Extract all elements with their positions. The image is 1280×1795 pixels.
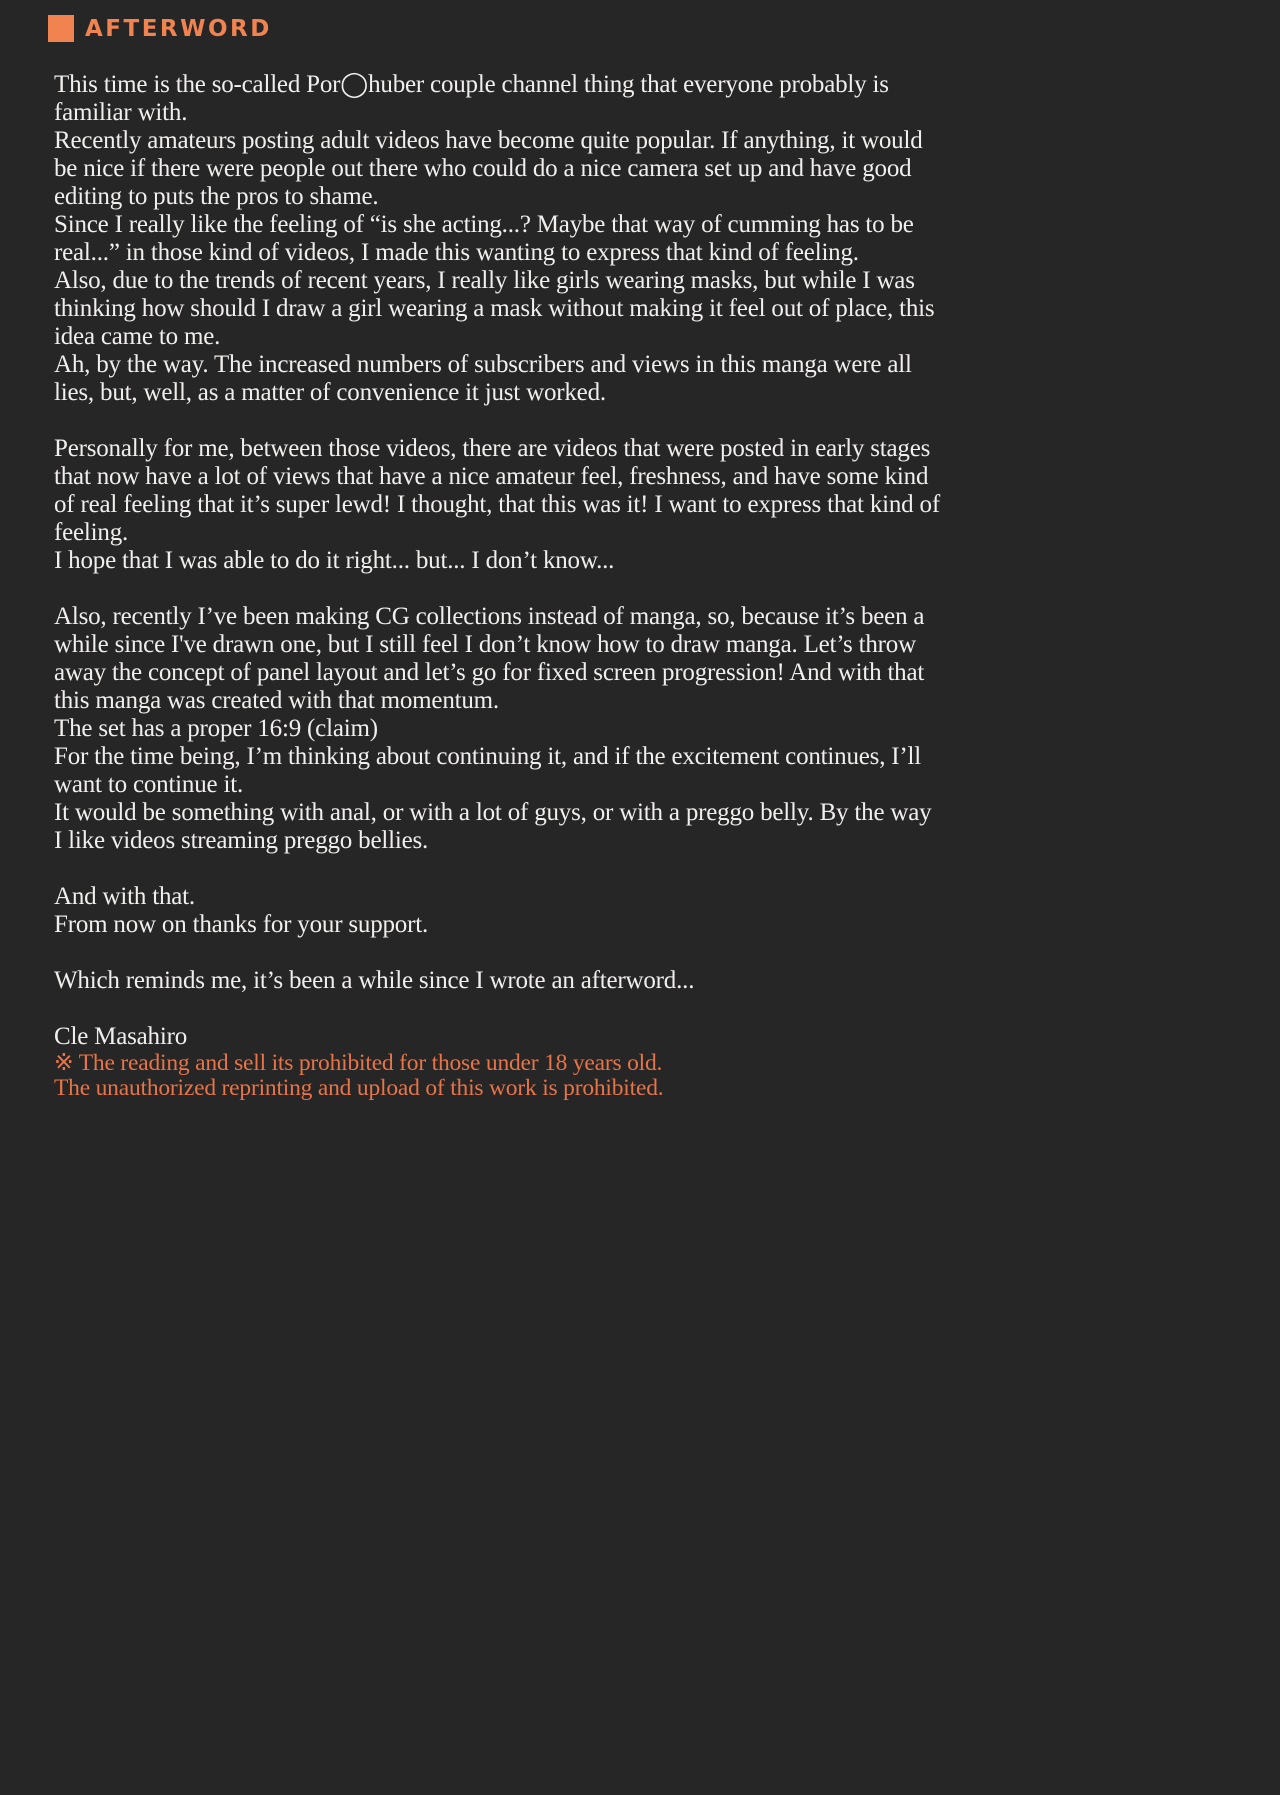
notice-line: The unauthorized reprinting and upload of this work is prohibited. [54,1075,664,1101]
text-line [54,995,940,1023]
age-restriction-notice [54,1051,940,1101]
text-line: editing to puts the pros to shame. [54,183,379,210]
text-line: of real feeling that it’s super lewd! I thought, that this was it! I want to express that kind of [54,491,940,518]
text-line: Cle Masahiro [54,1023,187,1050]
text-line: Recently amateurs posting adult videos have become quite popular. If anything, it would [54,127,923,154]
text-line: that now have a lot of views that have a nice amateur feel, freshness, and have some kind [54,463,929,490]
text-line: From now on thanks for your support. [54,911,429,938]
text-line: while since I've drawn one, but I still feel I don’t know how to draw manga. Let’s throw [54,631,916,658]
afterword-text [54,71,940,1051]
text-line: away the concept of panel layout and let’s go for fixed screen progression! And with that [54,659,925,686]
page-title: AFTERWORD [85,16,272,42]
text-line: familiar with. [54,99,188,126]
text-line: And with that. [54,883,195,910]
afterword-header [48,14,272,42]
text-line: idea came to me. [54,323,221,350]
text-line: The set has a proper 16:9 (claim) [54,715,378,742]
orange-square-icon [48,15,74,42]
text-line [54,575,940,603]
text-line [54,939,940,967]
afterword-body [54,71,940,1101]
text-line: Also, due to the trends of recent years, I really like girls wearing masks, but while I was [54,267,915,294]
text-line: Since I really like the feeling of “is she acting...? Maybe that way of cumming has to be [54,211,914,238]
text-line: lies, but, well, as a matter of convenience it just worked. [54,379,606,406]
text-line: Also, recently I’ve been making CG collections instead of manga, so, because it’s been a [54,603,925,630]
text-line: Personally for me, between those videos, there are videos that were posted in early stages [54,435,931,462]
notice-line: ※ The reading and sell its prohibited for those under 18 years old. [54,1050,663,1076]
text-line: thinking how should I draw a girl wearing a mask without making it feel out of place, this [54,295,935,322]
text-line: Which reminds me, it’s been a while since I wrote an afterword... [54,967,695,994]
text-line: Ah, by the way. The increased numbers of subscribers and views in this manga were all [54,351,912,378]
text-line: feeling. [54,519,129,546]
text-line: real...” in those kind of videos, I made this wanting to express that kind of feeling. [54,239,859,266]
text-line: want to continue it. [54,771,244,798]
text-line [54,855,940,883]
text-line: be nice if there were people out there who could do a nice camera set up and have good [54,155,912,182]
text-line [54,407,940,435]
text-line: I like videos streaming preggo bellies. [54,827,429,854]
text-line: It would be something with anal, or with a lot of guys, or with a preggo belly. By the way [54,799,932,826]
text-line: This time is the so-called Por◯huber couple channel thing that everyone probably is [54,71,889,98]
text-line: For the time being, I’m thinking about continuing it, and if the excitement continues, I’ll [54,743,922,770]
text-line: I hope that I was able to do it right... but... I don’t know... [54,547,615,574]
text-line: this manga was created with that momentum. [54,687,499,714]
